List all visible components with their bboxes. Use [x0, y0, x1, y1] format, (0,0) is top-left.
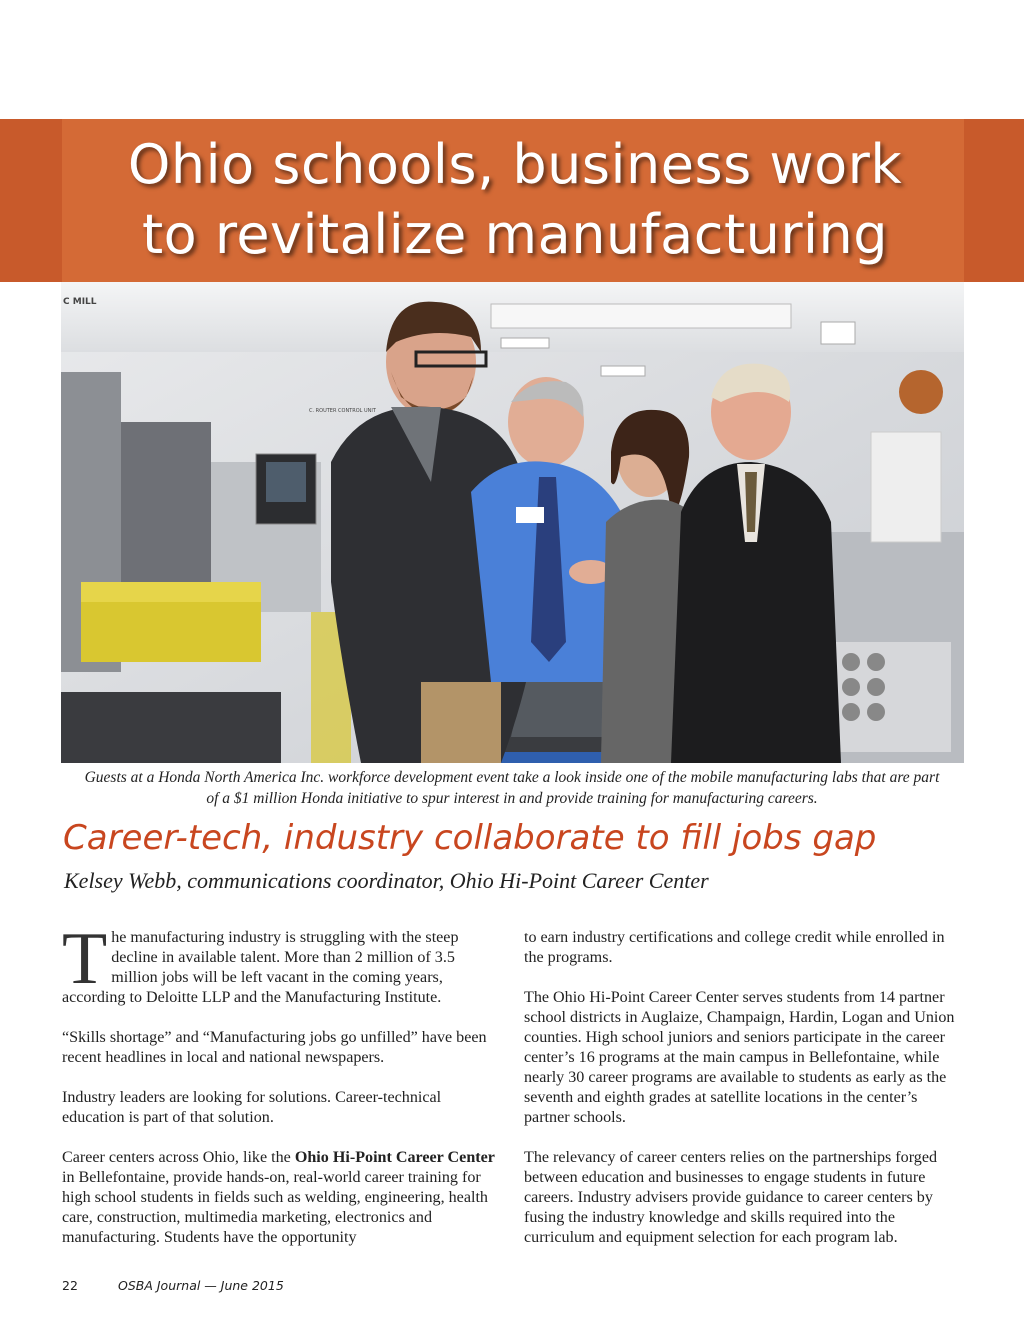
article-subhead: Career-tech, industry collaborate to fill jobs gap — [63, 818, 877, 858]
headline-line-2: to revitalize manufacturing — [141, 203, 889, 266]
left-paragraph-4-rest: in Bellefontaine, provide hands-on, real-world career training for high school students in fields such as welding, engineering, health care, construction, multimedia marketing, electronics and manufacturing. Students have the opportunity — [62, 1169, 488, 1246]
lab-photo — [61, 282, 964, 763]
page-number: 22 — [62, 1278, 78, 1293]
journal-issue: OSBA Journal — June 2015 — [118, 1278, 284, 1293]
lab-photo-illustration — [61, 282, 964, 763]
left-paragraph-2: “Skills shortage” and “Manufacturing jobs go unfilled” have been recent headlines in local and national newspapers. — [62, 1029, 487, 1066]
article-column-right — [524, 928, 962, 1268]
headline-line-1: Ohio schools, business work — [127, 133, 903, 196]
right-paragraph-1: to earn industry certifications and college credit while enrolled in the programs. — [524, 929, 945, 966]
drop-cap: T — [62, 918, 108, 1000]
career-center-name: Ohio Hi-Point Career Center — [294, 1149, 495, 1166]
sign-c-mill: C MILL — [63, 297, 97, 307]
left-paragraph-1-text: he manufacturing industry is struggling with the steep decline in available talent. More than 2 million of 3.5 million jobs will be left vacant in the coming years, according to Deloitte LLP and the Manufacturing Institute. — [62, 929, 459, 1006]
right-paragraph-3: The relevancy of career centers relies on the partnerships forged between education and businesses to engage students in future careers. Industry advisers provide guidance to career centers by fusing the industry knowledge and skills required into the curriculum and equipment selection for each program lab. — [524, 1149, 938, 1246]
left-paragraph-3: Industry leaders are looking for solutions. Career-technical education is part of that solution. — [62, 1089, 442, 1126]
photo-caption — [56, 767, 968, 809]
caption-line-2: of a $1 million Honda initiative to spur interest in and provide training for manufacturing careers. — [206, 790, 818, 807]
right-paragraph-2: The Ohio Hi-Point Career Center serves students from 14 partner school districts in Auglaize, Champaign, Hardin, Logan and Union counties. High school juniors and seniors participate in the career center’s 16 programs at the main campus in Bellefontaine, while nearly 30 career programs are available to students as early as the seventh and eighth grades at satellite locations in the center’s partner schools. — [524, 989, 955, 1126]
article-byline: Kelsey Webb, communications coordinator, Ohio Hi-Point Career Center — [64, 868, 709, 893]
sign-router-control: C. ROUTER CONTROL UNIT — [309, 408, 376, 414]
left-paragraph-4 — [62, 1148, 500, 1248]
article-column-left — [62, 918, 500, 1268]
headline — [70, 130, 960, 270]
left-paragraph-1 — [62, 918, 500, 1008]
caption-line-1: Guests at a Honda North America Inc. workforce development event take a look inside one of the mobile manufacturing labs that are part — [84, 769, 940, 786]
left-paragraph-4-lead: Career centers across Ohio, like the — [62, 1149, 295, 1166]
